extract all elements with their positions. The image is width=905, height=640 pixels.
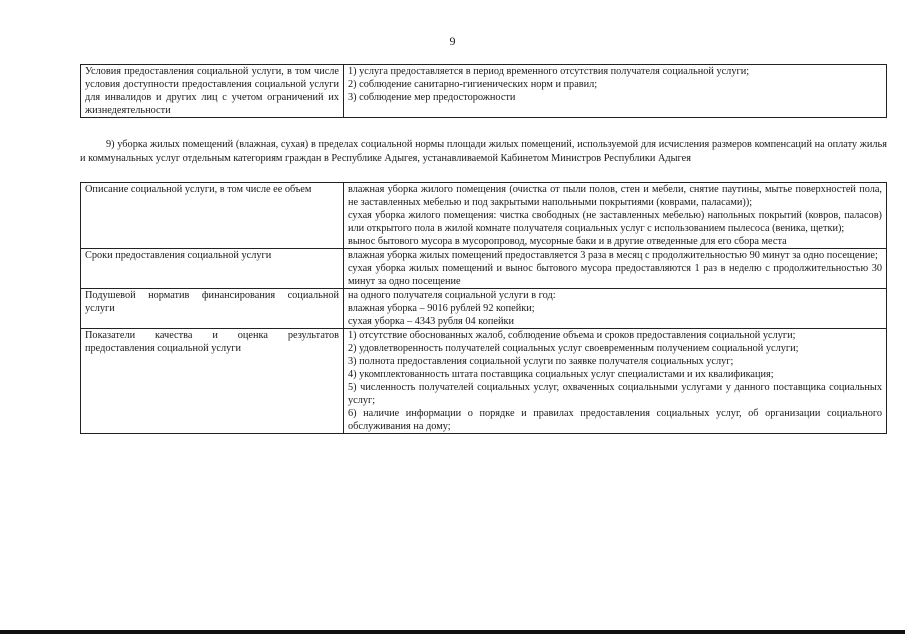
cleaning-service-table — [80, 182, 887, 434]
content-item: 3) полнота предоставления социальной услуги по заявке получателя социальных услуг; — [348, 356, 734, 367]
row-label: Подушевой норматив финансирования социальной услуги — [81, 289, 344, 329]
section-heading-text: 9) уборка жилых помещений (влажная, сухая) в пределах социальной нормы площади жилых помещений, используемой для исчисления размеров компенсаций на оплату жилья и коммунальных услуг отдельным категориям граждан в Республике Адыгея, устанавливаемой Кабинетом Министров Республики Адыгея — [80, 139, 887, 164]
content-item: 2) удовлетворенность получателей социальных услуг своевременным получением социальной услуги; — [348, 343, 799, 354]
table-row — [81, 329, 887, 434]
page-number: 9 — [449, 34, 456, 48]
content-item: вынос бытового мусора в мусоропровод, мусорные баки и в другие отведенные для его сбора места — [348, 236, 787, 247]
table-row — [81, 289, 887, 329]
content-item: 3) соблюдение мер предосторожности — [348, 92, 516, 103]
bottom-border-rule — [0, 630, 905, 634]
content-item: сухая уборка жилого помещения: чистка свободных (не заставленных мебелью) напольных покрытий (ковров, паласов) или открытого пола в жилой комнате получателя социальных услуг с использованием пылесоса (веника, щетки); — [348, 210, 882, 234]
row-label: Условия предоставления социальной услуги, в том числе условия доступности предоставления социальной услуги для инвалидов и других лиц с учетом ограничений их жизнедеятельности — [81, 65, 344, 118]
row-content — [344, 65, 887, 118]
table-row — [81, 183, 887, 249]
content-item: влажная уборка – 9016 рублей 92 копейки; — [348, 303, 535, 314]
row-label: Описание социальной услуги, в том числе ее объем — [81, 183, 344, 249]
content-item: на одного получателя социальной услуги в год: — [348, 290, 556, 301]
row-content — [344, 249, 887, 289]
table-row — [81, 249, 887, 289]
content-item: влажная уборка жилого помещения (очистка от пыли полов, стен и мебели, снятие паутины, мытье поверхностей пола, не заставленных мебелью и под закрытыми напольными покрытиями (коврами, паласами)); — [348, 184, 882, 208]
row-label: Показатели качества и оценка результатов предоставления социальной услуги — [81, 329, 344, 434]
row-content — [344, 289, 887, 329]
conditions-table — [80, 64, 887, 118]
content-item: сухая уборка – 4343 рубля 04 копейки — [348, 316, 514, 327]
content-item: 4) укомплектованность штата поставщика социальных услуг специалистами и их квалификация; — [348, 369, 774, 380]
content-item: сухая уборка жилых помещений и вынос бытового мусора предоставляются 1 раз в неделю с продолжительностью 30 минут за одно посещение — [348, 263, 882, 287]
table-row — [81, 65, 887, 118]
content-item: 1) отсутствие обоснованных жалоб, соблюдение объема и сроков предоставления социальной услуги; — [348, 330, 796, 341]
content-item: 5) численность получателей социальных услуг, охваченных социальными услугами у данного поставщика социальных услуг; — [348, 382, 882, 406]
content-item: 6) наличие информации о порядке и правилах предоставления социальных услуг, об организации социального обслуживания на дому; — [348, 408, 882, 432]
row-content — [344, 329, 887, 434]
row-label: Сроки предоставления социальной услуги — [81, 249, 344, 289]
content-item: 1) услуга предоставляется в период временного отсутствия получателя социальной услуги; — [348, 66, 750, 77]
content-item: влажная уборка жилых помещений предоставляется 3 раза в месяц с продолжительностью 90 минут за одно посещение; — [348, 250, 878, 261]
section-intro — [80, 138, 887, 166]
row-content — [344, 183, 887, 249]
content-item: 2) соблюдение санитарно-гигиенических норм и правил; — [348, 79, 598, 90]
